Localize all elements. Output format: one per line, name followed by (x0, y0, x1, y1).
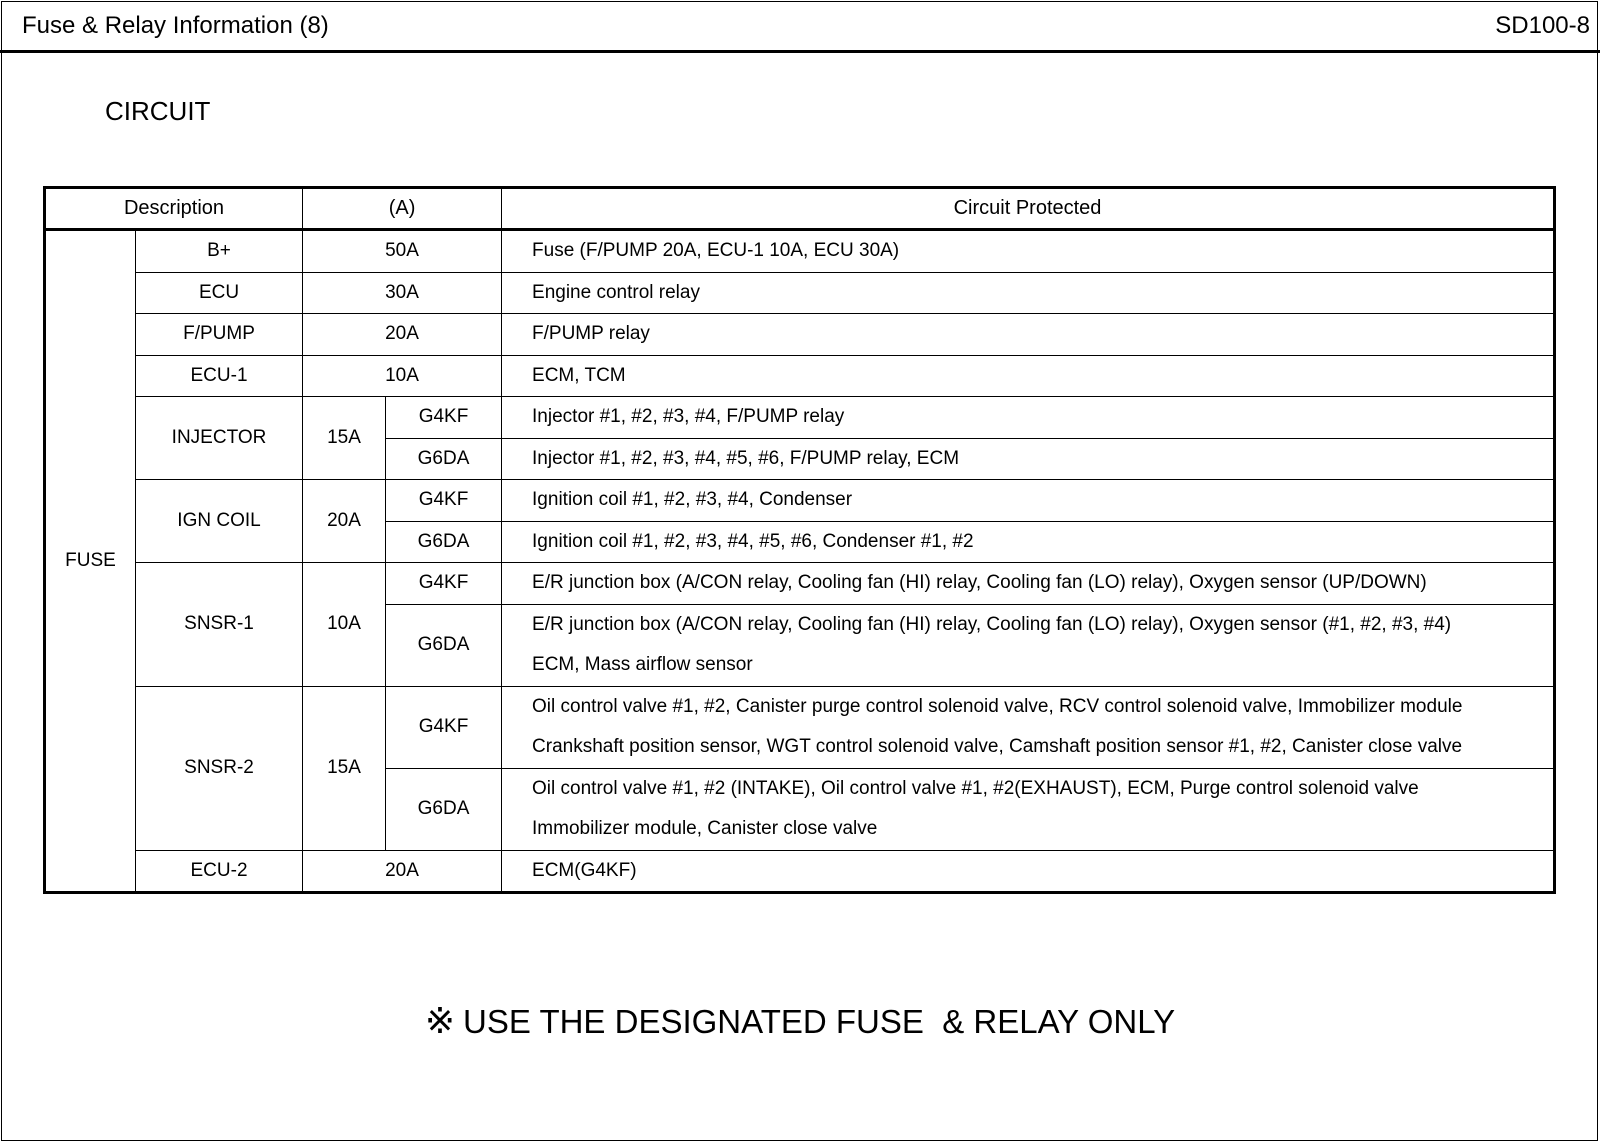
section-title: CIRCUIT (105, 96, 211, 126)
fuse-amps: 20A (303, 480, 386, 563)
fuse-name: INJECTOR (136, 397, 303, 480)
table-row (45, 850, 1555, 893)
fuse-name: ECU-2 (136, 850, 303, 893)
fuse-amps: 15A (303, 686, 386, 850)
fuse-name: F/PUMP (136, 314, 303, 356)
engine-code: G4KF (386, 563, 502, 605)
fuse-name: ECU-1 (136, 355, 303, 397)
fuse-amps: 50A (303, 230, 502, 273)
circuit-protected: Ignition coil #1, #2, #3, #4, #5, #6, Condenser #1, #2 (502, 521, 1555, 563)
header-description: Description (45, 188, 303, 230)
engine-code: G4KF (386, 480, 502, 522)
engine-code: G6DA (386, 768, 502, 850)
usage-note (0, 1000, 1600, 1042)
fuse-amps: 30A (303, 272, 502, 314)
circuit-protected: Engine control relay (502, 272, 1555, 314)
engine-code: G4KF (386, 686, 502, 768)
usage-note-text: USE THE DESIGNATED FUSE & RELAY ONLY (463, 1003, 1176, 1040)
table-row (45, 563, 1555, 605)
table-header-row (45, 188, 1555, 230)
header-circuit: Circuit Protected (502, 188, 1555, 230)
engine-code: G6DA (386, 438, 502, 480)
circuit-protected: ECM(G4KF) (502, 850, 1555, 893)
fuse-amps: 20A (303, 314, 502, 356)
circuit-protected: Ignition coil #1, #2, #3, #4, Condenser (502, 480, 1555, 522)
circuit-protected: Injector #1, #2, #3, #4, #5, #6, F/PUMP relay, ECM (502, 438, 1555, 480)
table-row (45, 272, 1555, 314)
table-row (45, 686, 1555, 727)
fuse-amps: 20A (303, 850, 502, 893)
table-row (45, 355, 1555, 397)
page-header (0, 0, 1600, 53)
engine-code: G6DA (386, 521, 502, 563)
page-code: SD100-8 (1495, 12, 1590, 39)
fuse-group-label: FUSE (45, 230, 136, 893)
table-row (45, 314, 1555, 356)
circuit-protected: ECM, TCM (502, 355, 1555, 397)
fuse-amps: 10A (303, 355, 502, 397)
circuit-protected: E/R junction box (A/CON relay, Cooling fan (HI) relay, Cooling fan (LO) relay), Oxygen sensor (#1, #2, #3, #4) (502, 604, 1555, 645)
page-title: Fuse & Relay Information (8) (22, 12, 329, 39)
circuit-protected: F/PUMP relay (502, 314, 1555, 356)
circuit-protected: E/R junction box (A/CON relay, Cooling fan (HI) relay, Cooling fan (LO) relay), Oxygen sensor (UP/DOWN) (502, 563, 1555, 605)
fuse-name: B+ (136, 230, 303, 273)
circuit-protected: ECM, Mass airflow sensor (502, 645, 1555, 686)
circuit-protected: Injector #1, #2, #3, #4, F/PUMP relay (502, 397, 1555, 439)
table-row (45, 230, 1555, 273)
fuse-amps: 15A (303, 397, 386, 480)
engine-code: G6DA (386, 604, 502, 686)
engine-code: G4KF (386, 397, 502, 439)
table-row (45, 397, 1555, 439)
reference-mark-icon: ※ (424, 1000, 456, 1041)
circuit-protected: Immobilizer module, Canister close valve (502, 809, 1555, 850)
circuit-protected: Fuse (F/PUMP 20A, ECU-1 10A, ECU 30A) (502, 230, 1555, 273)
circuit-protected: Oil control valve #1, #2, Canister purge control solenoid valve, RCV control solenoid valve, Immobilizer module (502, 686, 1555, 727)
header-amps: (A) (303, 188, 502, 230)
fuse-name: IGN COIL (136, 480, 303, 563)
fuse-amps: 10A (303, 563, 386, 687)
fuse-name: SNSR-1 (136, 563, 303, 687)
circuit-protected: Oil control valve #1, #2 (INTAKE), Oil control valve #1, #2(EXHAUST), ECM, Purge control solenoid valve (502, 768, 1555, 809)
table-row (45, 480, 1555, 522)
fuse-name: ECU (136, 272, 303, 314)
fuse-table (43, 186, 1556, 894)
fuse-name: SNSR-2 (136, 686, 303, 850)
circuit-protected: Crankshaft position sensor, WGT control solenoid valve, Camshaft position sensor #1, #2, Canister close valve (502, 727, 1555, 768)
